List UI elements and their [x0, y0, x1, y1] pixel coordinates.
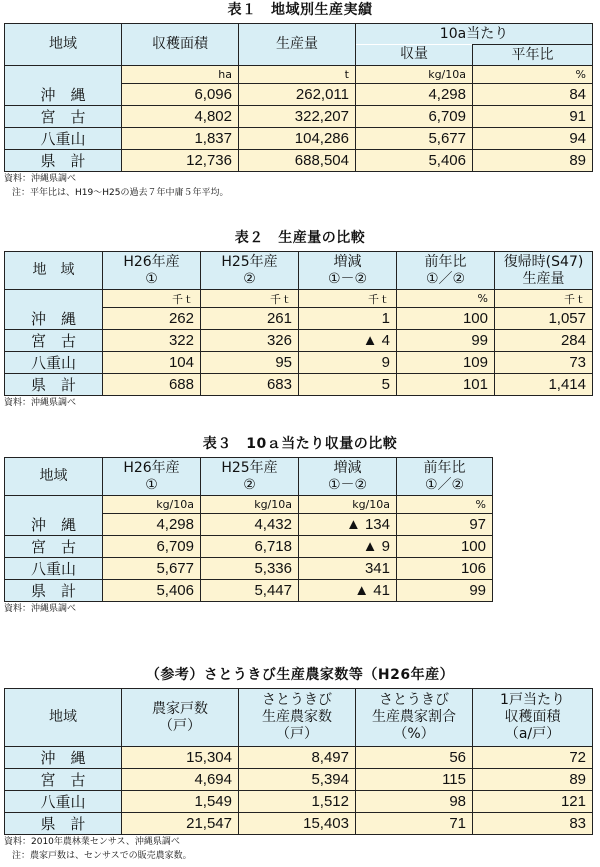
unit-cell: kg/10a: [201, 496, 299, 514]
value-cell: 101: [397, 373, 495, 395]
value-cell: 4,694: [122, 769, 239, 791]
value-cell: 5,677: [356, 127, 473, 149]
value-cell: 9: [299, 351, 397, 373]
value-cell: ▲ 9: [299, 535, 397, 557]
unit-row-label: [5, 290, 103, 308]
value-cell: 261: [201, 308, 299, 330]
value-cell: 6,709: [356, 105, 473, 127]
header-yield-sub: 収量: [356, 45, 473, 66]
value-cell: 262: [103, 308, 201, 330]
header-line: 生産農家割合: [372, 709, 456, 725]
unit-cell: kg/10a: [103, 496, 201, 514]
header-line: さとうきび: [379, 692, 449, 708]
header-region: 地域: [5, 458, 103, 496]
region-label: 県 計: [5, 813, 122, 835]
table-row: [5, 373, 593, 395]
value-cell: 21,547: [122, 813, 239, 835]
unit-cell: %: [397, 496, 493, 514]
table-row: [5, 557, 493, 579]
value-cell: 5,406: [103, 579, 201, 601]
unit-row-label: [5, 496, 103, 514]
header-line: ①－②: [327, 476, 368, 493]
table-row: [5, 127, 593, 149]
value-cell: 97: [397, 514, 493, 536]
value-cell: 104,286: [239, 127, 356, 149]
header-cane-farms: [239, 689, 356, 747]
header-reversion: [495, 252, 593, 290]
table3-source: 資料：沖縄県調べ: [4, 603, 77, 614]
value-cell: 121: [473, 791, 593, 813]
value-cell: ▲ 4: [299, 329, 397, 351]
unit-cell: 千ｔ: [299, 290, 397, 308]
table2: [4, 251, 593, 396]
table-row: [5, 149, 593, 171]
value-cell: 84: [473, 84, 593, 106]
table1: [4, 23, 593, 172]
value-cell: 100: [397, 308, 495, 330]
header-line: （戸）: [276, 726, 318, 742]
table4-source: 資料：2010年農林業センサス、沖縄県調べ: [4, 837, 180, 847]
region-label: 沖 縄: [5, 84, 122, 106]
value-cell: 83: [473, 813, 593, 835]
value-cell: 6,718: [201, 535, 299, 557]
unit-cell: %: [473, 66, 593, 84]
value-cell: 1,549: [122, 791, 239, 813]
header-line: ①: [145, 476, 158, 493]
value-cell: 56: [356, 747, 473, 769]
value-cell: 100: [397, 535, 493, 557]
unit-cell: t: [239, 66, 356, 84]
header-line: 復帰時(S47): [503, 253, 584, 270]
table-row: [5, 329, 593, 351]
value-cell: 71: [356, 813, 473, 835]
header-production: 生産量: [239, 24, 356, 66]
region-label: 沖 縄: [5, 514, 103, 536]
value-cell: 15,304: [122, 747, 239, 769]
value-cell: 115: [356, 769, 473, 791]
value-cell: 4,298: [356, 84, 473, 106]
unit-cell: 千ｔ: [103, 290, 201, 308]
header-line: 生産量: [522, 270, 565, 287]
header-normal-ratio: 平年比: [473, 45, 593, 66]
value-cell: 5,677: [103, 557, 201, 579]
table4-note: 注：農家戸数は、センサスでの販売農家数。: [12, 851, 192, 861]
value-cell: 5: [299, 373, 397, 395]
value-cell: 5,394: [239, 769, 356, 791]
table1-note: 注：平年比は、H19～H25の過去７年中庸５年平均。: [12, 187, 229, 198]
region-label: 八重山: [5, 791, 122, 813]
header-h25: [201, 252, 299, 290]
value-cell: ▲ 41: [299, 579, 397, 601]
value-cell: 4,802: [122, 105, 239, 127]
value-cell: 322: [103, 329, 201, 351]
region-label: 宮 古: [5, 329, 103, 351]
header-change: [299, 458, 397, 496]
table4-title: （参考）さとうきび生産農家数等（H26年産）: [145, 667, 455, 683]
header-line: H26年産: [123, 253, 180, 270]
header-line: 生産農家数: [262, 709, 332, 725]
table1-title: 表１ 地域別生産実績: [227, 2, 373, 18]
header-line: 農家戸数: [152, 700, 208, 717]
unit-cell: 千ｔ: [495, 290, 593, 308]
header-yoy: [397, 458, 493, 496]
header-h26: [103, 252, 201, 290]
table4-section: [0, 665, 600, 863]
table3-title: 表３ 10ａ当たり収量の比較: [202, 436, 398, 452]
header-area-per-household: [473, 689, 593, 747]
value-cell: 1: [299, 308, 397, 330]
value-cell: 98: [356, 791, 473, 813]
header-line: ②: [243, 270, 256, 287]
value-cell: ▲ 134: [299, 514, 397, 536]
header-line: ①／②: [425, 270, 466, 287]
table2-title: 表２ 生産量の比較: [234, 230, 366, 246]
value-cell: 104: [103, 351, 201, 373]
value-cell: 326: [201, 329, 299, 351]
header-region: 地域: [5, 689, 122, 747]
table2-section: [0, 228, 600, 410]
value-cell: 72: [473, 747, 593, 769]
table-row: [5, 769, 593, 791]
value-cell: 91: [473, 105, 593, 127]
value-cell: 1,837: [122, 127, 239, 149]
header-region: 地 域: [5, 252, 103, 290]
header-line: 増減: [333, 459, 362, 476]
header-line: （戸）: [159, 717, 201, 734]
value-cell: 8,497: [239, 747, 356, 769]
value-cell: 4,432: [201, 514, 299, 536]
value-cell: 109: [397, 351, 495, 373]
value-cell: 5,336: [201, 557, 299, 579]
table-row: [5, 813, 593, 835]
header-h26: [103, 458, 201, 496]
table1-section: [0, 0, 600, 200]
table-row: [5, 747, 593, 769]
value-cell: 4,298: [103, 514, 201, 536]
region-label: 八重山: [5, 127, 122, 149]
header-line: ②: [243, 476, 256, 493]
table-row: [5, 535, 493, 557]
table-row: [5, 84, 593, 106]
region-label: 宮 古: [5, 769, 122, 791]
header-line: （%）: [393, 726, 435, 742]
unit-row-label: [5, 66, 122, 84]
value-cell: 1,512: [239, 791, 356, 813]
table-row: [5, 791, 593, 813]
header-change: [299, 252, 397, 290]
table-row: [5, 579, 493, 601]
value-cell: 1,057: [495, 308, 593, 330]
header-line: 収穫面積: [504, 709, 561, 725]
region-label: 沖 縄: [5, 308, 103, 330]
table3-section: [0, 434, 600, 616]
table-row: [5, 308, 593, 330]
table3: [4, 457, 493, 602]
header-yoy: [397, 252, 495, 290]
unit-cell: kg/10a: [299, 496, 397, 514]
value-cell: 6,096: [122, 84, 239, 106]
header-line: さとうきび: [262, 692, 332, 708]
value-cell: 262,011: [239, 84, 356, 106]
header-line: 前年比: [424, 253, 467, 270]
header-farm-households: [122, 689, 239, 747]
header-line: ①－②: [327, 270, 368, 287]
region-label: 県 計: [5, 579, 103, 601]
value-cell: 5,447: [201, 579, 299, 601]
value-cell: 89: [473, 149, 593, 171]
unit-cell: kg/10a: [356, 66, 473, 84]
table1-source: 資料：沖縄県調べ: [4, 173, 77, 184]
header-line: ①／②: [424, 476, 465, 493]
header-harvest-area: 収穫面積: [122, 24, 239, 66]
value-cell: 688,504: [239, 149, 356, 171]
value-cell: 5,406: [356, 149, 473, 171]
table-row: [5, 105, 593, 127]
value-cell: 99: [397, 579, 493, 601]
region-label: 県 計: [5, 149, 122, 171]
value-cell: 89: [473, 769, 593, 791]
value-cell: 341: [299, 557, 397, 579]
value-cell: 15,403: [239, 813, 356, 835]
header-yield: 10a当たり: [356, 24, 593, 45]
value-cell: 6,709: [103, 535, 201, 557]
value-cell: 688: [103, 373, 201, 395]
region-label: 宮 古: [5, 105, 122, 127]
header-line: H25年産: [221, 253, 278, 270]
value-cell: 95: [201, 351, 299, 373]
header-h25: [201, 458, 299, 496]
unit-cell: %: [397, 290, 495, 308]
header-cane-farm-share: [356, 689, 473, 747]
value-cell: 99: [397, 329, 495, 351]
value-cell: 12,736: [122, 149, 239, 171]
header-region: 地域: [5, 24, 122, 66]
header-line: ①: [145, 270, 158, 287]
region-label: 八重山: [5, 351, 103, 373]
header-line: 前年比: [423, 459, 466, 476]
value-cell: 94: [473, 127, 593, 149]
header-line: （a/戸）: [504, 726, 561, 742]
value-cell: 683: [201, 373, 299, 395]
value-cell: 284: [495, 329, 593, 351]
header-line: 増減: [333, 253, 362, 270]
region-label: 八重山: [5, 557, 103, 579]
table2-source: 資料：沖縄県調べ: [4, 397, 77, 408]
unit-cell: ha: [122, 66, 239, 84]
header-line: H25年産: [221, 459, 278, 476]
region-label: 沖 縄: [5, 747, 122, 769]
value-cell: 106: [397, 557, 493, 579]
region-label: 宮 古: [5, 535, 103, 557]
table-row: [5, 351, 593, 373]
region-label: 県 計: [5, 373, 103, 395]
table-row: [5, 514, 493, 536]
value-cell: 73: [495, 351, 593, 373]
value-cell: 1,414: [495, 373, 593, 395]
value-cell: 322,207: [239, 105, 356, 127]
table4: [4, 688, 593, 835]
header-line: 1戸当たり: [500, 692, 565, 708]
unit-cell: 千ｔ: [201, 290, 299, 308]
header-line: H26年産: [123, 459, 180, 476]
